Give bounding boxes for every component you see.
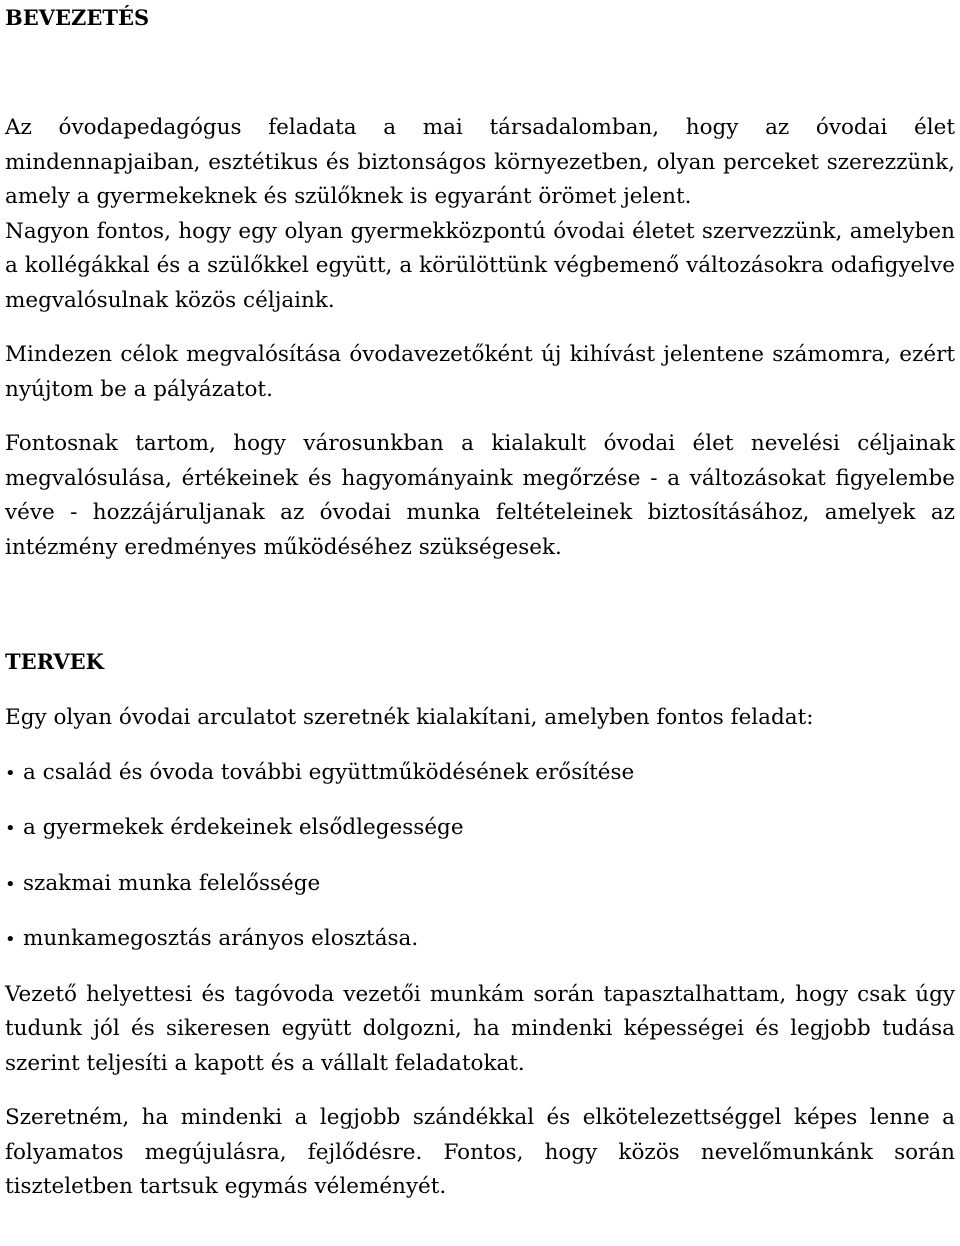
list-item-text: a gyermekek érdekeinek elsődlegessége bbox=[23, 815, 464, 840]
plans-bullet-list bbox=[5, 756, 955, 958]
bullet-icon: • bbox=[5, 762, 16, 784]
list-item bbox=[5, 922, 955, 958]
section-title-plans: TERVEK bbox=[5, 649, 104, 674]
intro-paragraph-3: Mindezen célok megvalósítása óvodavezetőként új kihívást jelentene számomra, ezért nyújtom be a pályázatot. bbox=[5, 342, 955, 402]
list-item bbox=[5, 867, 955, 903]
section-title-intro: BEVEZETÉS bbox=[5, 5, 150, 30]
list-item-text: szakmai munka felelőssége bbox=[23, 870, 321, 896]
document-page bbox=[5, 0, 955, 1205]
list-item-text: a család és óvoda további együttműködésének erősítése bbox=[23, 759, 635, 785]
intro-paragraph-2: Nagyon fontos, hogy egy olyan gyermekközpontú óvodai életet szervezzünk, amelyben a kollégákkal és a szülőkkel együtt, a körülöttünk végbemenő változásokra odafigyelve megvalósulnak közös céljaink. bbox=[5, 218, 955, 313]
plans-paragraph-1: Vezető helyettesi és tagóvoda vezetői munkám során tapasztalhattam, hogy csak úgy tudunk jól és sikeresen együtt dolgozni, ha mindenki képességei és legjobb tudása szerint teljesíti a kapott és a vállalt feladatokat. bbox=[5, 981, 955, 1076]
bullet-icon: • bbox=[5, 873, 16, 895]
bullet-icon: • bbox=[5, 818, 16, 839]
intro-paragraph-1: Az óvodapedagógus feladata a mai társadalomban, hogy az óvodai élet mindennapjaiban, esztétikus és biztonságos környezetben, olyan perceket szerezzünk, amely a gyermekeknek és szülőknek is egyaránt örömet jelent. bbox=[5, 115, 955, 209]
bullet-icon: • bbox=[5, 929, 16, 950]
list-item-text: munkamegosztás arányos elosztása. bbox=[23, 926, 419, 951]
plans-paragraph-2: Szeretném, ha mindenki a legjobb szándékkal és elkötelezettséggel képes lenne a folyamatos megújulásra, fejlődésre. Fontos, hogy közös nevelőmunkánk során tiszteletben tartsuk egymás véleményét. bbox=[5, 1105, 955, 1199]
intro-paragraph-4: Fontosnak tartom, hogy városunkban a kialakult óvodai élet nevelési céljainak megvalósulása, értékeinek és hagyományaink megőrzése - a változásokat figyelembe véve - hozzájáruljanak az óvodai munka feltételeinek biztosításához, amelyek az intézmény eredményes működéséhez szükségesek. bbox=[5, 431, 955, 560]
plans-lead-paragraph: Egy olyan óvodai arculatot szeretnék kialakítani, amelyben fontos feladat: bbox=[5, 705, 814, 730]
list-item bbox=[5, 811, 955, 847]
list-item bbox=[5, 756, 955, 792]
